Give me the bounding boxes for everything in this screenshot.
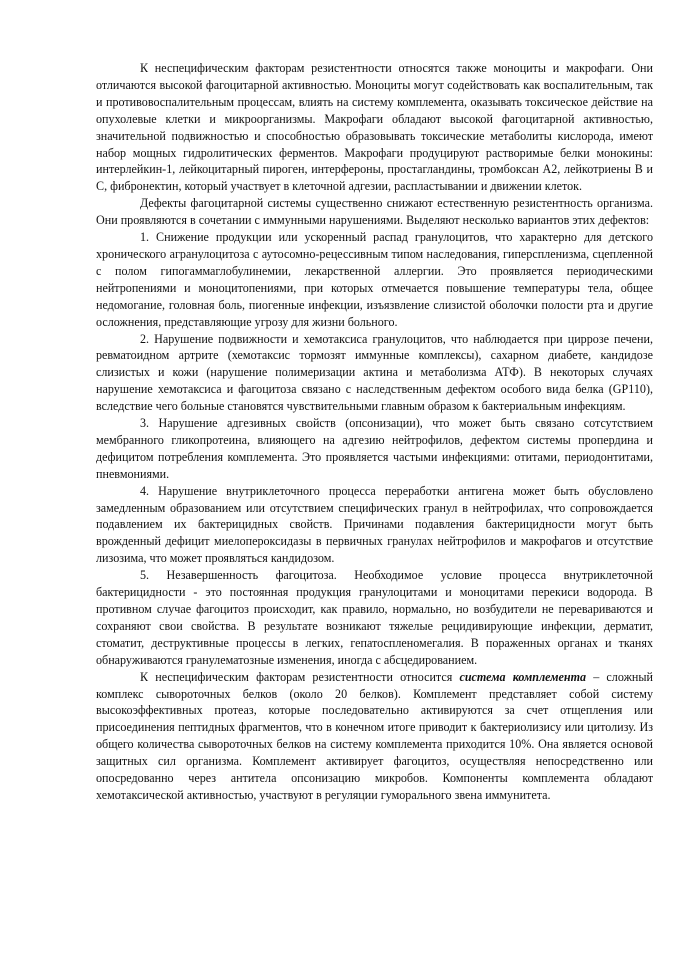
list-item-defect-4: 4. Нарушение внутриклеточного процесса переработки антигена может быть обусловлено замедленным образованием или отсутствием специфических гранул в нейтрофилах, что сопровождается подавлением их бактерицидных свойств. Причинами подавления бактерицидности могут быть врожденный дефицит миелопероксидазы в первичных гранулах нейтрофилов и макрофагов и отсутствие лизозима, что может проявляться кандидозом. — [96, 483, 653, 566]
complement-text-before: К неспецифическим факторам резистентности относится — [140, 669, 460, 684]
list-item-defect-1: 1. Снижение продукции или ускоренный распад гранулоцитов, что характерно для детского хронического агранулоцитоза с аутосомно-рецессивным типом наследования, гиперспленизма, сцепленной с полом гипогаммаглобулинемии, лекарственной аллергии. Это проявляется периодическими нейтропениями и моноцитопениями, при которых отмечается повышение температуры тела, общее недомогание, головная боль, пиогенные инфекции, изъязвление слизистой оболочки полости рта и другие осложнения, представляющие угрозу для жизни больного. — [96, 230, 653, 329]
list-item-defect-5: 5. Незавершенность фагоцитоза. Необходимое условие процесса внутриклеточной бактерицидности - это постоянная продукция гранулоцитами и моноцитами перекиси водорода. В противном случае фагоцитоз происходит, как правило, нормально, но возбудители не перевариваются и сохраняют свои свойства. В результате возникают тяжелые рецидивирующие инфекции, дерматит, стоматит, деструктивные процессы в легких, гепатоспленомегалия. В пораженных органах и тканях обнаруживаются гранулематозные изменения, иногда с абсцедированием. — [96, 568, 653, 667]
paragraph-monocytes-macrophages: К неспецифическим факторам резистентности относятся также моноциты и макрофаги. Они отличаются высокой фагоцитарной активностью. Моноциты могут содействовать как воспалительным, так и противовоспалительным процессам, влиять на систему комплемента, оказывать токсическое действие на опухолевые клетки и микроорганизмы. Макрофаги обладают высокой фагоцитарной активностью, значительной подвижностью и способностью образовывать токсические метаболиты кислорода, имеют набор мощных гидролитических ферментов. Макрофаги продуцируют растворимые белки монокины: интерлейкин-1, лейкоцитарный пироген, интерфероны, простагландины, тромбоксан А2, лейкотриены В и С, фибронектин, который участвует в клеточной адгезии, распластывании и движении клеток. — [96, 61, 653, 194]
document-page — [96, 60, 653, 804]
complement-term: система комплемента — [459, 669, 587, 684]
complement-text-after: – сложный комплекс сывороточных белков (около 20 белков). Комплемент представляет собой систему высокоэффективных протеаз, которые последовательно активируются за счет отщепления или присоединения пептидных фрагментов, что в конечном итоге приводит к бактериолизису или цитолизу. Из общего количества сывороточных белков на систему комплемента приходится 10%. Она является основой защитных сил организма. Комплемент активирует фагоцитоз, осуществляя непосредственно или опосредованно через антитела опсонизацию микробов. Компоненты комплемента обладают хемотаксической активностью, участвуют в регуляции гуморального звена иммунитета. — [96, 669, 654, 802]
list-item-defect-2: 2. Нарушение подвижности и хемотаксиса гранулоцитов, что наблюдается при циррозе печени, ревматоидном артрите (хемотаксис тормозят иммунные комплексы), сахарном диабете, кандидозе слизистых и кожи (нарушение полимеризации актина и метаболизма АТФ). В некоторых случаях нарушение хемотаксиса и фагоцитоза связано с наследственным дефектом особого вида белка (GP110), вследствие чего больные становятся чувствительными главным образом к бактериальным инфекциям. — [96, 331, 653, 414]
paragraph-phagocytic-defects-intro: Дефекты фагоцитарной системы существенно снижают естественную резистентность организма. Они проявляются в сочетании с иммунными нарушениями. Выделяют несколько вариантов этих дефектов: — [96, 196, 653, 228]
list-item-defect-3: 3. Нарушение адгезивных свойств (опсонизации), что может быть связано сотсутствием мембранного гликопротеина, влияющего на адгезию нейтрофилов, дефектом системы пропердина и дефицитом потребления комплемента. Это проявляется частыми инфекциями: отитами, периодонтитами, пневмониями. — [96, 416, 653, 481]
paragraph-complement-system — [96, 669, 653, 804]
